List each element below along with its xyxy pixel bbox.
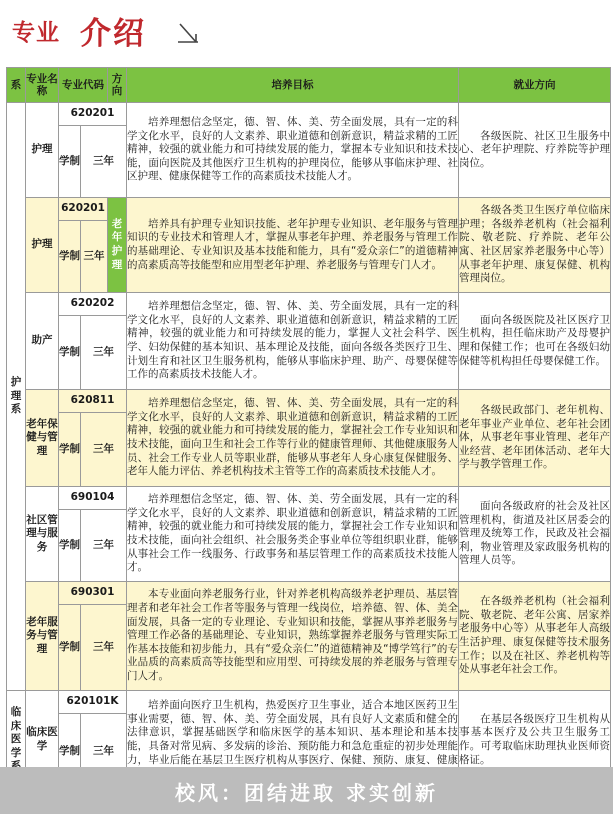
- col-header-direction: 方向: [108, 68, 127, 103]
- majors-table: [6, 67, 611, 790]
- years-label: 三年: [81, 413, 127, 487]
- career-direction: 在基层各级医疗卫生机构从事基本医疗及公共卫生服务工作。可考取临床助理执业医师资格证。: [459, 712, 610, 766]
- xuezhi-label: 学制: [59, 316, 81, 390]
- title-big: 介绍: [80, 16, 146, 52]
- major-name: 老年服务与管理: [26, 582, 59, 691]
- major-name: 护理: [26, 103, 59, 198]
- training-goal: 培养理想信念坚定，德、智、体、美、劳全面发展，具有一定的科学文化水平，良好的人文素养、职业道德和创新意识，精益求精的工匠精神，较强的就业能力和可持续发展的能力，掌握本专业知识和技术技能，面向医院及其他医疗卫生机构的护理岗位，能够从事临床护理、社区护理、健康保健等工作的高素质技术技能人才。: [127, 116, 458, 183]
- major-name: 老年保健与管理: [26, 390, 59, 487]
- training-goal: 本专业面向养老服务行业，针对养老机构高级养老护理员、基层管理者和老年社会工作者等服务与管理一线岗位，培养德、智、体、美全面发展，具备一定的专业理论、专业知识和技能，掌握从事养老服务与管理工作必备的基础理论、专业知识，熟练掌握养老服务与管理实际工作基本技能和初步能力，具有“爱众亲仁”的道德精神及“博学笃行”的专业品质的高素质高等技能型和应用型、可持续发展的养老服务与管理专门人才。: [127, 588, 458, 682]
- major-code: 690301: [59, 582, 127, 605]
- table-row: [7, 198, 611, 221]
- arrow-decoration-icon: [176, 22, 200, 46]
- years-label: 三年: [81, 605, 127, 691]
- major-name: 社区管理与服务: [26, 487, 59, 582]
- xuezhi-label: 学制: [59, 714, 81, 790]
- years-label: 三年: [81, 126, 127, 198]
- training-goal: 培养理想信念坚定，德、智、体、美、劳全面发展，具有一定的科学文化水平，良好的人文素养、职业道德和创新意识，精益求精的工匠精神，较强的就业能力和可持续发展的能力，掌握社会工作专业知识和技术技能，面向社会组织、社会服务类企事业单位等组织职业群，能够从事社会工作一线服务、行政事务和基层管理工作的高素质技术技能人才。: [127, 493, 458, 574]
- major-code: 620201: [59, 103, 127, 126]
- career-direction: 各级医院、社区卫生服务中心、老年护理院、疗养院等护理岗位。: [459, 129, 610, 169]
- career-direction: 各级各类卫生医疗单位临床护理；各级养老机构（社会福利院、敬老院、疗养院、老年公寓、社区居家养老服务中心等）从事老年护理、康复保健、机构管理岗位。: [459, 204, 610, 285]
- dept-clinical: 临床医学: [7, 691, 26, 790]
- table-row: [7, 691, 611, 714]
- years-label: 三年: [81, 316, 127, 390]
- col-header-goal: 培养目标: [127, 68, 459, 103]
- training-goal: 培养面向医疗卫生机构，热爱医疗卫生事业，适合本地区医药卫生事业需要，德、智、体、美、劳全面发展，具有良好人文素质和健全的法律意识，掌握基础医学和临床医学的基本知识、基本理论和基本技能，具备对常见病、多发病的诊治、预防能力和急危重症的初步处理能力，毕业后能在基层卫生医疗机构从事医疗、保健、预防、康复、健康: [127, 699, 458, 766]
- xuezhi-label: 学制: [59, 221, 81, 293]
- career-direction: 在各级养老机构（社会福利院、敬老院、老年公寓、居家养老服务中心等）从事老年人高级生活护理、康复保健等技术服务工作；以及在社区、养老机构等处从事老年社会工作。: [459, 595, 610, 676]
- years-label: 三年: [81, 221, 108, 293]
- training-goal: 培养具有护理专业知识技能、老年护理专业知识、老年服务与管理知识的专业技术和管理人才，掌握从事老年护理、养老服务与管理工作的基础理论、专业知识及基本技能和能力，具有“爱众亲仁”的道德精神的高素质高等技能型和应用型老年护理、养老服务与管理专门人才。: [127, 217, 458, 271]
- major-name: 助产: [26, 293, 59, 390]
- major-code: 690104: [59, 487, 127, 510]
- major-name: 临床医学: [26, 691, 59, 790]
- major-code: 620201: [59, 198, 108, 221]
- table-row: [7, 487, 611, 510]
- footer-bar: [0, 767, 613, 814]
- career-direction: 各级民政部门、老年机构、老年事业产业单位、老年社会团体，从事老年事业管理、老年产业经营、老年团体活动、老年大学与教学管理工作。: [459, 404, 610, 471]
- dept-nursing: 护理系: [7, 103, 26, 691]
- table-row: [7, 293, 611, 316]
- table-row: [7, 582, 611, 605]
- major-code: 620101K: [59, 691, 127, 714]
- major-code: 620202: [59, 293, 127, 316]
- xuezhi-label: 学制: [59, 126, 81, 198]
- major-name: 护理: [26, 198, 59, 293]
- page-header: [0, 0, 613, 66]
- xuezhi-label: 学制: [59, 510, 81, 582]
- years-label: 三年: [81, 510, 127, 582]
- direction-tag: 老年护理: [108, 198, 127, 293]
- major-code: 620811: [59, 390, 127, 413]
- xuezhi-label: 学制: [59, 413, 81, 487]
- col-header-dept: 系: [7, 68, 26, 103]
- years-label: 三年: [81, 714, 127, 790]
- career-direction: 面向各级政府的社会及社区管理机构，街道及社区居委会的管理及统筹工作，民政及社会福利，物业管理及家政服务机构的管理人员等。: [459, 500, 610, 567]
- table-row: [7, 103, 611, 126]
- title-small: 专业: [12, 19, 60, 46]
- career-direction: 面向各级医院及社区医疗卫生机构，担任临床助产及母婴护理和保健工作；也可在各级妇幼保健等机构担任母婴保健工作。: [459, 313, 610, 367]
- training-goal: 培养理想信念坚定，德、智、体、美、劳全面发展，具有一定的科学文化水平，良好的人文素养、职业道德和创新意识，精益求精的工匠精神，较强的就业能力和可持续发展的能力，掌握人文社会科学、医学、妇幼保健的基本知识、基本理论及技能，面向各级各类医疗卫生、计划生育和社区卫生服务机构，能够从事临床护理、助产、母婴保健等工作的高素质技术技能人才。: [127, 300, 458, 381]
- xuezhi-label: 学制: [59, 605, 81, 691]
- col-header-code: 专业代码: [59, 68, 108, 103]
- training-goal: 培养理想信念坚定，德、智、体、美、劳全面发展，具有一定的科学文化水平，良好的人文素养、职业道德和创新意识，精益求精的工匠精神，较强的就业能力和可持续发展的能力，掌握社会工作专业知识和技术技能，面向卫生和社会工作等行业的健康管理师、其他健康服务人员、社会工作专业人员等职业群，能够从事老年人身心康复保健服务、老年人能力评估、养老机构技术主管等工作的高素质技术技能人才。: [127, 397, 458, 478]
- school-motto: 校风：团结进取 求实创新: [175, 781, 438, 805]
- col-header-major: 专业名称: [26, 68, 59, 103]
- table-row: [7, 390, 611, 413]
- col-header-job: 就业方向: [459, 68, 611, 103]
